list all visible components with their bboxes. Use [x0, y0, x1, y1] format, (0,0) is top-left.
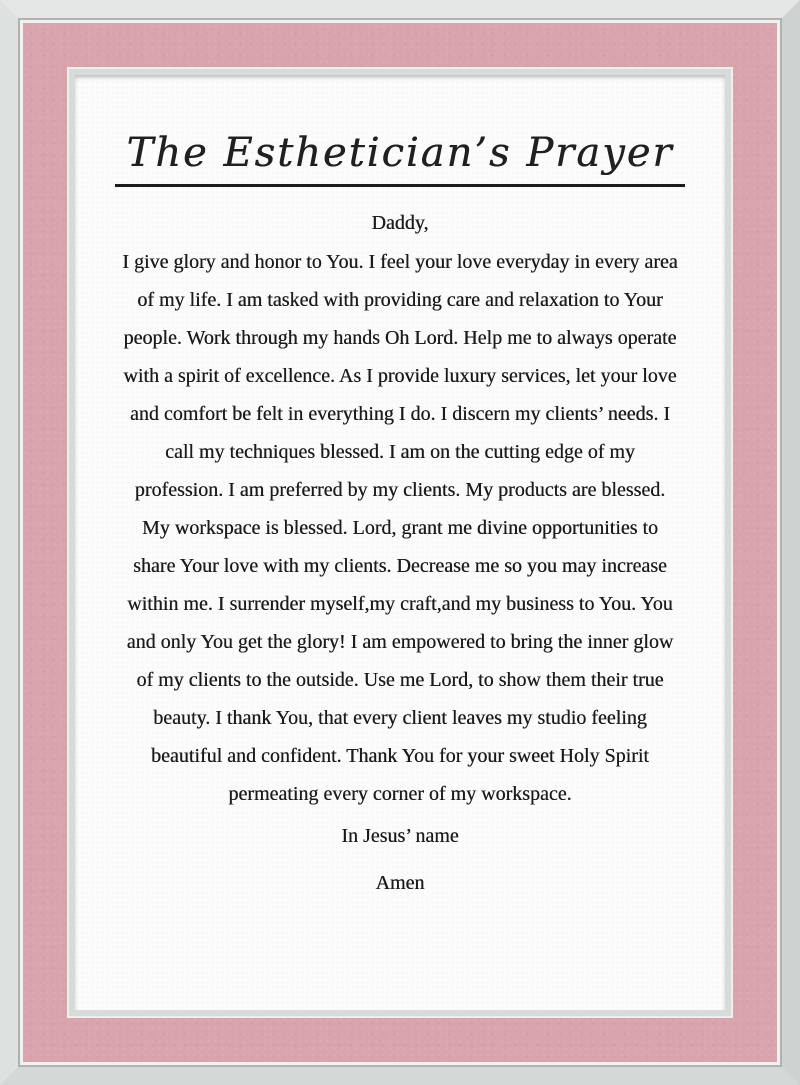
prayer-line: permeating every corner of my workspace.: [228, 783, 572, 805]
prayer-print: [75, 75, 725, 1010]
prayer-line: beautiful and confident. Thank You for your sweet Holy Spirit: [151, 745, 649, 767]
salutation: Daddy,: [371, 212, 429, 234]
title-wrap: [75, 129, 725, 187]
prayer-line: and comfort be felt in everything I do. I discern my clients’ needs. I: [129, 403, 670, 425]
prayer-line: and only You get the glory! I am empowered to bring the inner glow: [126, 631, 674, 653]
prayer-line: I give glory and honor to You. I feel your love everyday in every area: [122, 251, 678, 273]
prayer-line: My workspace is blessed. Lord, grant me divine opportunities to: [141, 517, 658, 539]
prayer-title: The Esthetician’s Prayer: [115, 129, 686, 187]
closing-line-in-jesus-name: In Jesus’ name: [341, 825, 459, 847]
prayer-line: of my clients to the outside. Use me Lord, to show them their true: [136, 669, 664, 691]
prayer-line: of my life. I am tasked with providing care and relaxation to Your: [137, 289, 663, 311]
prayer-line: beauty. I thank You, that every client leaves my studio feeling: [153, 707, 647, 729]
prayer-line: profession. I am preferred by my clients. My products are blessed.: [134, 479, 666, 501]
prayer-line: within me. I surrender myself,my craft,and my business to You. You: [127, 593, 673, 615]
frame-highlight-line: [20, 20, 780, 1065]
prayer-line: share Your love with my clients. Decrease me so you may increase: [133, 555, 667, 577]
inner-silver-bevel: [69, 69, 731, 1016]
closing-line-amen: Amen: [375, 872, 425, 894]
prayer-line: with a spirit of excellence. As I provide luxury services, let your love: [123, 365, 677, 387]
prayer-body: [75, 243, 725, 813]
prayer-line: call my techniques blessed. I am on the cutting edge of my: [165, 441, 635, 463]
prayer-line: people. Work through my hands Oh Lord. Help me to always operate: [123, 327, 677, 349]
frame-inner-dark-line: [18, 18, 782, 1067]
pink-mat-board: [23, 23, 777, 1062]
